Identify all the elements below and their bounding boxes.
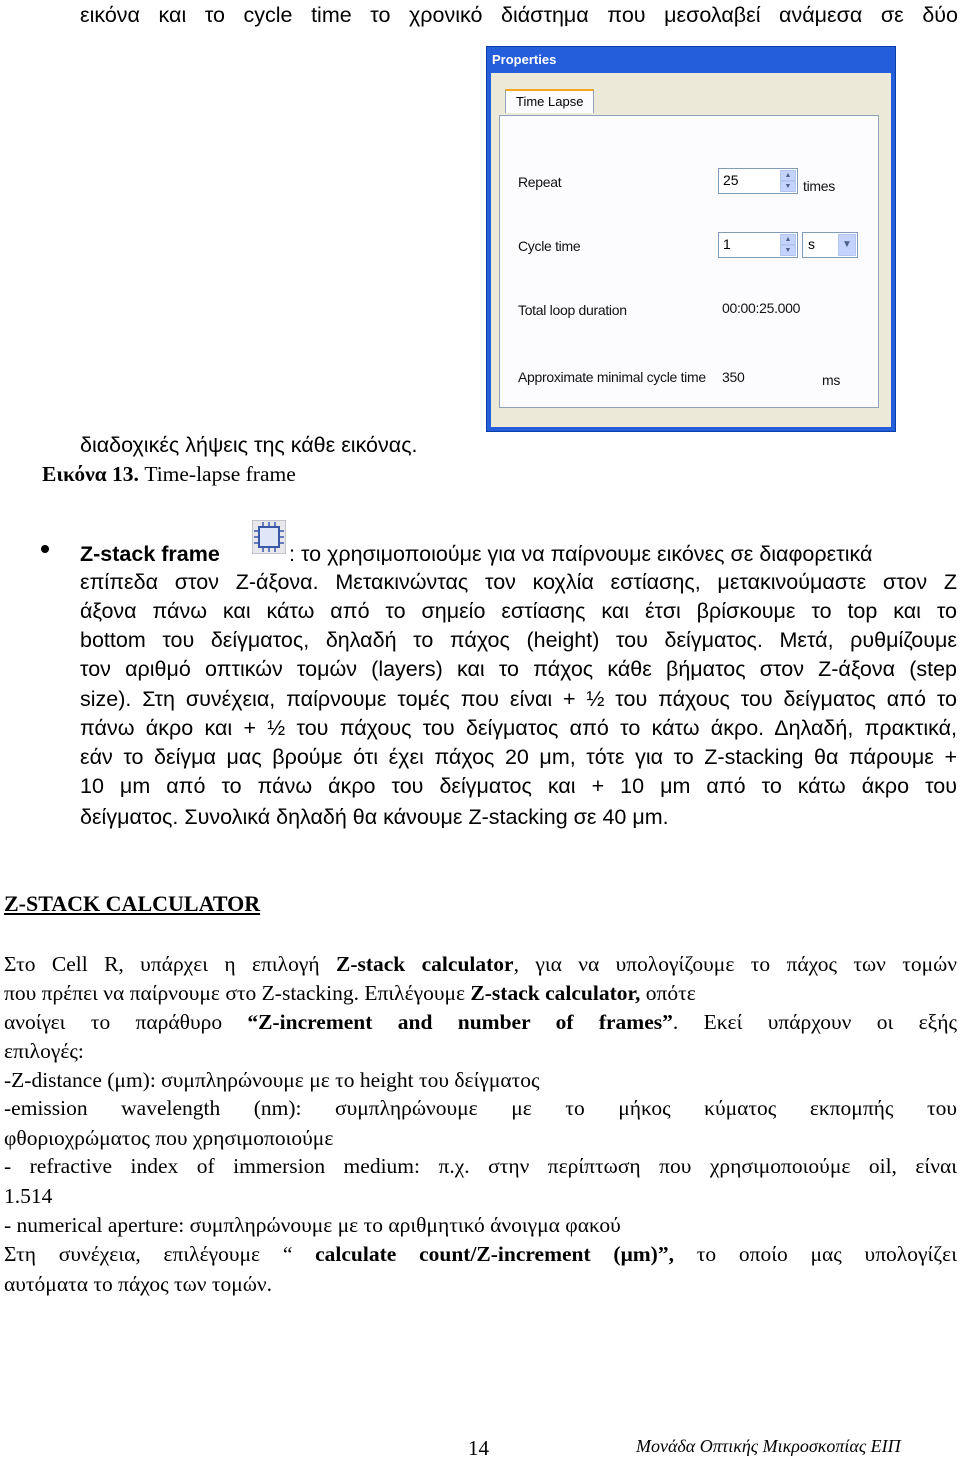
cycle-unit-select[interactable] <box>802 232 858 258</box>
cycle-time-label: Cycle time <box>518 238 581 254</box>
spin-up-icon[interactable]: ▲ <box>780 234 796 245</box>
calc-line: επιλογές: <box>4 1039 84 1063</box>
text-run: που πρέπει να παίρνουμε στο Z-stacking. Επιλέγουμε <box>4 981 471 1005</box>
calc-line: - refractive index of immersion medium: π.χ. στην περίπτωση που χρησιμοποιούμε oil, είναι <box>4 1154 957 1178</box>
calc-line: -Z-distance (μm): συμπληρώνουμε με το height του δείγματος <box>4 1068 540 1092</box>
calc-line: - numerical aperture: συμπληρώνουμε με το αριθμητικό άνοιγμα φακού <box>4 1213 621 1237</box>
repeat-label: Repeat <box>518 174 562 190</box>
text-run-bold: Z-stack calculator <box>335 952 514 976</box>
calc-line: αυτόματα το πάχος των τομών. <box>4 1272 273 1296</box>
total-loop-value: 00:00:25.000 <box>722 300 801 316</box>
page-number: 14 <box>468 1436 489 1460</box>
cycle-time-value: 1 <box>723 236 731 252</box>
calc-line <box>4 950 957 979</box>
paragraph-line: 10 μm από το πάνω άκρο του δείγματος και + 10 μm από το κάτω άκρο του <box>80 774 957 798</box>
time-lapse-panel <box>499 115 879 408</box>
approx-cycle-value: 350 <box>722 369 745 385</box>
body-text-line: εικόνα και το cycle time το χρονικό διάστημα που μεσολαβεί ανάμεσα σε δύο <box>80 3 958 27</box>
paragraph-line: τον αριθμό οπτικών τομών (layers) και το πάχος κάθε βήματος στον Z-άξονα (step <box>80 657 957 681</box>
paragraph-line: επίπεδα στον Z-άξονα. Μετακινώντας τον κοχλία εστίασης, μετακινούμαστε στον Z <box>80 570 957 594</box>
text-run: ανοίγει το παράθυρο <box>4 1010 248 1034</box>
paragraph-line: δείγματος. Συνολικά δηλαδή θα κάνουμε Z-stacking σε 40 μm. <box>80 805 669 829</box>
text-run: οπότε <box>640 981 696 1005</box>
chevron-down-icon[interactable]: ▼ <box>838 234 856 256</box>
text-run: Στη συνέχεια, επιλέγουμε “ <box>4 1242 316 1266</box>
properties-dialog <box>486 46 896 432</box>
calc-line: φθοριοχρώματος που χρησιμοποιούμε <box>4 1126 334 1150</box>
caption-text: Time-lapse frame <box>138 462 296 486</box>
calc-line: -emission wavelength (nm): συμπληρώνουμε με το μήκος κύματος εκπομπής του <box>4 1096 957 1120</box>
tab-time-lapse[interactable]: Time Lapse <box>505 89 594 113</box>
text-run: Στο Cell R, υπάρχει η επιλογή <box>4 952 336 976</box>
footer-text: Μονάδα Οπτικής Μικροσκοπίας ΕΙΠ <box>636 1436 901 1456</box>
paragraph-line: άξονα πάνω και κάτω από το σημείο εστίασης και έτσι βρίσκουμε το top και το <box>80 599 957 623</box>
text-run-bold: Z-stack calculator, <box>470 981 641 1005</box>
approx-cycle-label: Approximate minimal cycle time <box>518 369 706 385</box>
repeat-unit: times <box>803 178 835 194</box>
spin-down-icon[interactable]: ▼ <box>780 181 796 192</box>
paragraph-line: πάνω άκρο και + ½ του πάχους του δείγματος από το κάτω άκρο. Δηλαδή, πρακτικά, <box>80 716 957 740</box>
calc-line <box>4 1008 957 1037</box>
paragraph-line: εάν το δείγμα μας βρούμε ότι έχει πάχος 20 μm, τότε για το Z-stacking θα πάρουμε + <box>80 745 957 769</box>
spin-up-icon[interactable]: ▲ <box>780 170 796 181</box>
cycle-time-spinner[interactable] <box>718 232 798 258</box>
calc-line: 1.514 <box>4 1184 53 1208</box>
repeat-spinner[interactable] <box>718 168 798 194</box>
figure-caption <box>42 461 296 487</box>
text-run-bold: “Z-increment and number of frames” <box>247 1010 673 1034</box>
z-stack-term <box>80 541 220 567</box>
z-stack-frame-icon <box>252 520 286 554</box>
section-heading: Z-STACK CALCULATOR <box>4 891 261 916</box>
repeat-value: 25 <box>723 172 739 188</box>
z-stack-bold: Z-stack frame <box>80 542 220 566</box>
bullet-icon <box>41 545 49 553</box>
text-run-bold: calculate count/Z-increment (μm)”, <box>315 1242 674 1266</box>
paragraph-line: bottom του δείγματος, δηλαδή το πάχος (height) του δείγματος. Μετά, ρυθμίζουμε <box>80 628 957 652</box>
dialog-title: Properties <box>492 52 557 67</box>
text-run: το οποίο μας υπολογίζει <box>673 1242 957 1266</box>
body-text-line: διαδοχικές λήψεις της κάθε εικόνας. <box>80 433 418 457</box>
total-loop-label: Total loop duration <box>518 302 627 318</box>
cycle-unit-value: s <box>808 236 815 252</box>
calc-line <box>4 980 696 1006</box>
caption-label: Εικόνα 13. <box>42 462 139 486</box>
paragraph-line: size). Στη συνέχεια, παίρνουμε τομές που είναι + ½ του πάχους του δείγματος από το <box>80 687 957 711</box>
spin-down-icon[interactable]: ▼ <box>780 245 796 256</box>
text-run: , για να υπολογίζουμε το πάχος των τομών <box>513 952 957 976</box>
text-run: . Εκεί υπάρχουν οι εξής <box>672 1010 957 1034</box>
approx-cycle-unit: ms <box>822 372 841 388</box>
calc-line <box>4 1240 957 1269</box>
z-stack-intro: : το χρησιμοποιούμε για να παίρνουμε εικόνες σε διαφορετικά <box>289 542 873 566</box>
